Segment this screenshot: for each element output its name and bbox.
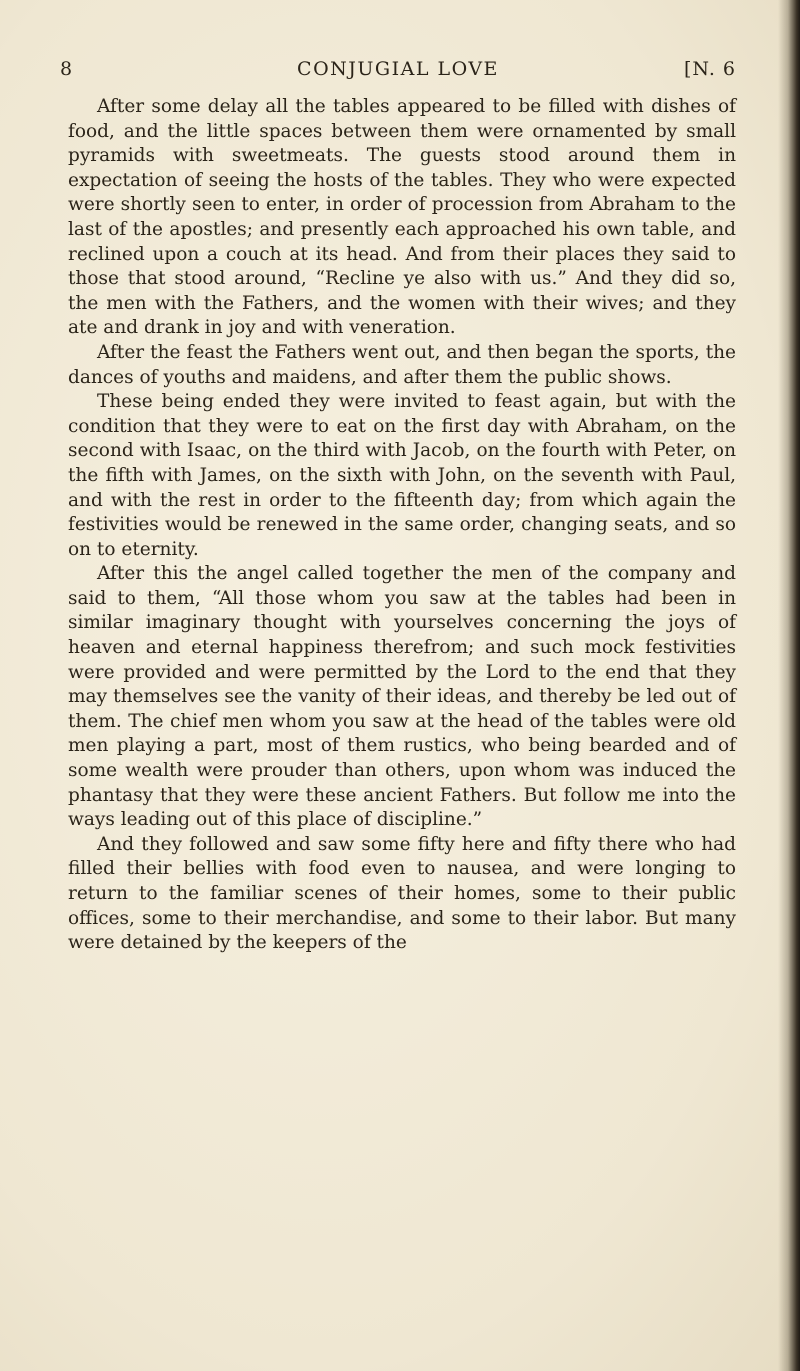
running-title: CONJUGIAL LOVE <box>297 58 499 80</box>
paragraph: After some delay all the tables appeared to be filled with dishes of food, and the little spaces between them were ornamented by small pyramids with sweetmeats. The guests stood around them in expectation of seeing the hosts of the tables. They who were expected were shortly seen to enter, in order of procession from Abraham to the last of the apostles; and presently each approached his own table, and reclined upon a couch at its head. And from their places they said to those that stood around, “Recline ye also with us.” And they did so, the men with the Fathers, and the women with their wives; and they ate and drank in joy and with veneration. <box>68 96 736 339</box>
paragraph: After the feast the Fathers went out, and then began the sports, the dances of youths and maidens, and after them the public shows. <box>68 341 736 388</box>
page-gutter-shadow <box>778 0 800 1371</box>
paragraph: After this the angel called together the men of the company and said to them, “All those whom you saw at the tables had been in similar imaginary thought with yourselves concerning the joys of heaven and eternal happiness therefrom; and such mock festivities were provided and were permitted by the Lord to the end that they may themselves see the vanity of their ideas, and thereby be led out of them. The chief men whom you saw at the head of the tables were old men playing a part, most of them rustics, who being bearded and of some wealth were prouder than others, upon whom was induced the phantasy that they were these ancient Fathers. But follow me into the ways leading out of this place of discipline.” <box>68 563 736 831</box>
section-reference: [N. 6 <box>684 58 736 80</box>
paragraph: And they followed and saw some fifty here and fifty there who had filled their bellies with food even to nausea, and were longing to return to the familiar scenes of their homes, some to their public offices, some to their merchandise, and some to their labor. But many were detained by the keepers of the <box>68 833 736 954</box>
page-number: 8 <box>60 58 74 80</box>
paragraph: These being ended they were invited to feast again, but with the condition that they were to eat on the first day with Abraham, on the second with Isaac, on the third with Jacob, on the fourth with Peter, on the fifth with James, on the sixth with John, on the seventh with Paul, and with the rest in order to the fifteenth day; from which again the festivities would be renewed in the same order, changing seats, and so on to eternity. <box>68 391 736 560</box>
body-text <box>68 95 736 956</box>
running-head <box>60 58 736 88</box>
